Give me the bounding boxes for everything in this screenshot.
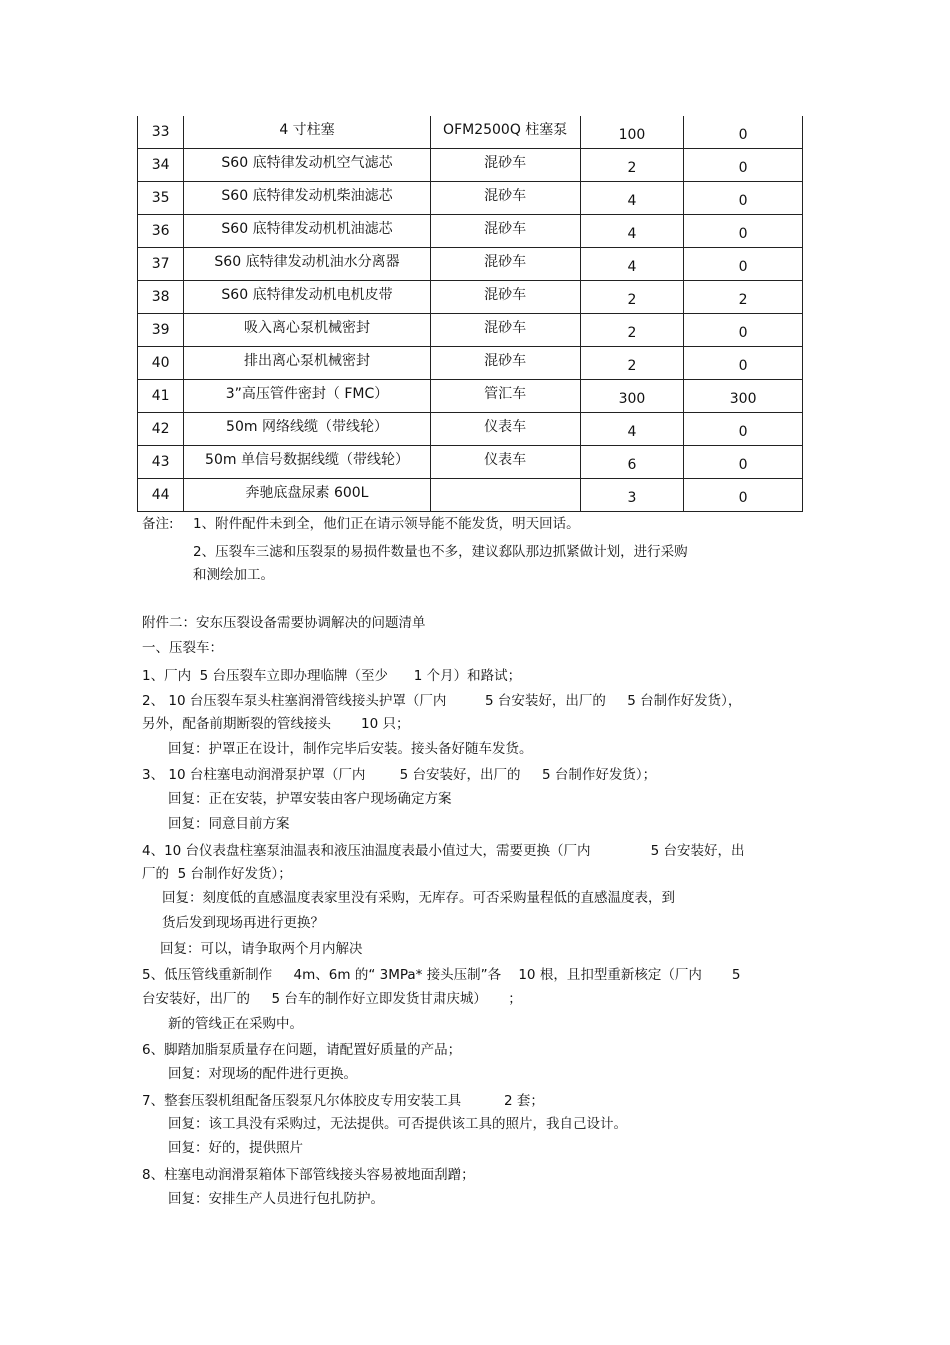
note-line-1: 1、附件配件未到全，他们正在请示领导能不能发货，明天回话。: [193, 516, 580, 532]
stock-qty: 0: [738, 259, 748, 275]
stock-qty: 300: [729, 391, 757, 407]
stock-qty-cell: [684, 182, 803, 215]
stock-qty: 0: [738, 160, 748, 176]
stock-qty-cell: [684, 380, 803, 413]
required-qty: 300: [618, 391, 646, 407]
table-row: [138, 380, 803, 413]
part-name-cell: [184, 149, 430, 182]
vehicle-type-cell: [430, 182, 580, 215]
required-qty: 2: [627, 358, 637, 374]
vehicle-type-cell: [430, 479, 580, 512]
vehicle-type: 混砂车: [484, 320, 527, 336]
required-qty-cell: [580, 446, 684, 479]
row-number-cell: [138, 413, 184, 446]
issue-5-line-2: 台安装好，出厂的 5 台车的制作好立即发货甘肃庆城） ；: [142, 991, 522, 1007]
part-name-cell: [184, 314, 430, 347]
required-qty-cell: [580, 314, 684, 347]
required-qty-cell: [580, 347, 684, 380]
row-number: 40: [151, 355, 170, 371]
part-name-cell: [184, 380, 430, 413]
reply-4-a: 回复：刻度低的直感温度表家里没有采购，无库存。可否采购量程低的直感温度表，到: [162, 890, 675, 906]
part-name-cell: [184, 116, 430, 149]
vehicle-type: 混砂车: [484, 287, 527, 303]
row-number-cell: [138, 215, 184, 248]
required-qty-cell: [580, 479, 684, 512]
stock-qty-cell: [684, 215, 803, 248]
row-number: 36: [151, 223, 170, 239]
vehicle-type-cell: [430, 347, 580, 380]
vehicle-type: 管汇车: [484, 386, 527, 402]
row-number-cell: [138, 116, 184, 149]
vehicle-type: 混砂车: [484, 155, 527, 171]
row-number: 44: [151, 487, 170, 503]
part-name: 50m 单信号数据线缆（带线轮）: [205, 452, 409, 468]
vehicle-type: 混砂车: [484, 221, 527, 237]
part-name-cell: [184, 347, 430, 380]
issue-2-line-1: 2、 10 台压裂车泵头柱塞润滑管线接头护罩（厂内 5 台安装好，出厂的 5 台制作好发货），: [142, 693, 742, 709]
required-qty: 2: [627, 292, 637, 308]
reply-7-b: 回复：好的，提供照片: [168, 1140, 303, 1156]
table-row: [138, 314, 803, 347]
issue-3: 3、 10 台柱塞电动润滑泵护罩（厂内 5 台安装好，出厂的 5 台制作好发货）；: [142, 767, 657, 783]
vehicle-type-cell: [430, 413, 580, 446]
stock-qty: 0: [738, 193, 748, 209]
row-number-cell: [138, 281, 184, 314]
required-qty-cell: [580, 182, 684, 215]
part-name-cell: [184, 479, 430, 512]
stock-qty-cell: [684, 248, 803, 281]
stock-qty: 0: [738, 457, 748, 473]
part-name: S60 底特律发动机空气滤芯: [221, 155, 393, 171]
reply-5: 新的管线正在采购中。: [168, 1016, 303, 1032]
issue-6: 6、脚踏加脂泵质量存在问题，请配置好质量的产品；: [142, 1042, 462, 1058]
stock-qty-cell: [684, 314, 803, 347]
row-number: 34: [151, 157, 170, 173]
reply-7-a: 回复：该工具没有采购过，无法提供。可否提供该工具的照片，我自己设计。: [168, 1116, 627, 1132]
part-name: S60 底特律发动机油水分离器: [214, 254, 400, 270]
row-number: 39: [151, 322, 170, 338]
reply-2: 回复：护罩正在设计，制作完毕后安装。接头备好随车发货。: [168, 741, 533, 757]
vehicle-type: 混砂车: [484, 353, 527, 369]
part-name: 4 寸柱塞: [279, 122, 335, 138]
stock-qty-cell: [684, 347, 803, 380]
part-name-cell: [184, 413, 430, 446]
row-number: 37: [151, 256, 170, 272]
issue-7: 7、整套压裂机组配备压裂泵凡尔体胶皮专用安装工具 2 套；: [142, 1093, 544, 1109]
required-qty-cell: [580, 413, 684, 446]
part-name: 3”高压管件密封（ FMC）: [225, 386, 389, 402]
required-qty-cell: [580, 281, 684, 314]
required-qty-cell: [580, 380, 684, 413]
vehicle-type-cell: [430, 380, 580, 413]
vehicle-type: 仪表车: [484, 452, 527, 468]
stock-qty: 2: [738, 292, 748, 308]
row-number: 43: [151, 454, 170, 470]
part-name-cell: [184, 248, 430, 281]
table-row: [138, 116, 803, 149]
required-qty: 2: [627, 160, 637, 176]
vehicle-type: 混砂车: [484, 254, 527, 270]
stock-qty-cell: [684, 446, 803, 479]
issue-5-line-1: 5、低压管线重新制作 4m、6m 的“ 3MPa* 接头压制”各 10 根，且扣型重新核定（厂内 5: [142, 967, 741, 983]
part-name: 排出离心泵机械密封: [244, 353, 370, 369]
stock-qty: 0: [738, 424, 748, 440]
vehicle-type-cell: [430, 314, 580, 347]
stock-qty: 0: [738, 127, 748, 143]
reply-4-c: 回复：可以，请争取两个月内解决: [160, 941, 363, 957]
required-qty: 6: [627, 457, 637, 473]
required-qty-cell: [580, 248, 684, 281]
required-qty: 2: [627, 325, 637, 341]
section-heading: 一、压裂车：: [142, 640, 223, 656]
annex-title: 附件二：安东压裂设备需要协调解决的问题清单: [142, 615, 426, 631]
part-name: 吸入离心泵机械密封: [244, 320, 370, 336]
part-name: 50m 网络线缆（带线轮）: [226, 419, 388, 435]
stock-qty: 0: [738, 358, 748, 374]
table-row: [138, 347, 803, 380]
issue-1: 1、厂内 5 台压裂车立即办理临牌（至少 1 个月）和路试；: [142, 668, 522, 684]
vehicle-type-cell: [430, 215, 580, 248]
reply-8: 回复：安排生产人员进行包扎防护。: [168, 1191, 384, 1207]
issue-4-line-2: 厂的 5 台制作好发货）；: [142, 866, 292, 882]
required-qty-cell: [580, 116, 684, 149]
vehicle-type-cell: [430, 116, 580, 149]
part-name-cell: [184, 281, 430, 314]
vehicle-type-cell: [430, 149, 580, 182]
stock-qty: 0: [738, 226, 748, 242]
table-row: [138, 413, 803, 446]
row-number-cell: [138, 479, 184, 512]
note-line-2: 2、压裂车三滤和压裂泵的易损件数量也不多，建议郄队那边抓紧做计划，进行采购: [193, 544, 688, 560]
reply-6: 回复：对现场的配件进行更换。: [168, 1066, 357, 1082]
issue-8: 8、柱塞电动润滑泵箱体下部管线接头容易被地面刮蹭；: [142, 1167, 475, 1183]
stock-qty-cell: [684, 281, 803, 314]
reply-4-b: 货后发到现场再进行更换？: [162, 915, 324, 931]
part-name: S60 底特律发动机电机皮带: [221, 287, 393, 303]
row-number: 38: [151, 289, 170, 305]
issue-4-line-1: 4、10 台仪表盘柱塞泵油温表和液压油温度表最小值过大，需要更换（厂内 5 台安装好，出: [142, 843, 745, 859]
required-qty: 4: [627, 424, 637, 440]
part-name-cell: [184, 215, 430, 248]
row-number-cell: [138, 347, 184, 380]
stock-qty-cell: [684, 116, 803, 149]
part-name: S60 底特律发动机机油滤芯: [221, 221, 393, 237]
row-number-cell: [138, 182, 184, 215]
stock-qty: 0: [738, 325, 748, 341]
required-qty: 4: [627, 193, 637, 209]
row-number-cell: [138, 446, 184, 479]
required-qty: 3: [627, 490, 637, 506]
table-row: [138, 215, 803, 248]
notes-label: 备注:: [142, 516, 174, 532]
parts-table: [137, 116, 803, 512]
vehicle-type: 混砂车: [484, 188, 527, 204]
vehicle-type: OFM2500Q 柱塞泵: [443, 122, 568, 138]
table-row: [138, 446, 803, 479]
stock-qty-cell: [684, 413, 803, 446]
vehicle-type-cell: [430, 281, 580, 314]
table-row: [138, 281, 803, 314]
vehicle-type-cell: [430, 446, 580, 479]
reply-3-a: 回复：正在安装，护罩安装由客户现场确定方案: [168, 791, 452, 807]
note-line-3: 和测绘加工。: [193, 567, 274, 583]
vehicle-type-cell: [430, 248, 580, 281]
stock-qty: 0: [738, 490, 748, 506]
required-qty: 4: [627, 226, 637, 242]
table-row: [138, 182, 803, 215]
part-name: S60 底特律发动机柴油滤芯: [221, 188, 393, 204]
row-number: 42: [151, 421, 170, 437]
stock-qty-cell: [684, 479, 803, 512]
table-row: [138, 149, 803, 182]
row-number: 35: [151, 190, 170, 206]
required-qty: 4: [627, 259, 637, 275]
issue-2-line-2: 另外，配备前期断裂的管线接头 10 只；: [142, 716, 410, 732]
part-name-cell: [184, 446, 430, 479]
row-number-cell: [138, 314, 184, 347]
row-number-cell: [138, 248, 184, 281]
vehicle-type: 仪表车: [484, 419, 527, 435]
required-qty-cell: [580, 149, 684, 182]
part-name-cell: [184, 182, 430, 215]
row-number: 41: [151, 388, 170, 404]
table-row: [138, 248, 803, 281]
stock-qty-cell: [684, 149, 803, 182]
part-name: 奔驰底盘尿素 600L: [245, 485, 369, 501]
table-row: [138, 479, 803, 512]
reply-3-b: 回复：同意目前方案: [168, 816, 290, 832]
row-number-cell: [138, 380, 184, 413]
row-number-cell: [138, 149, 184, 182]
row-number: 33: [151, 124, 170, 140]
required-qty-cell: [580, 215, 684, 248]
parts-table-body: [138, 116, 803, 512]
required-qty: 100: [618, 127, 646, 143]
